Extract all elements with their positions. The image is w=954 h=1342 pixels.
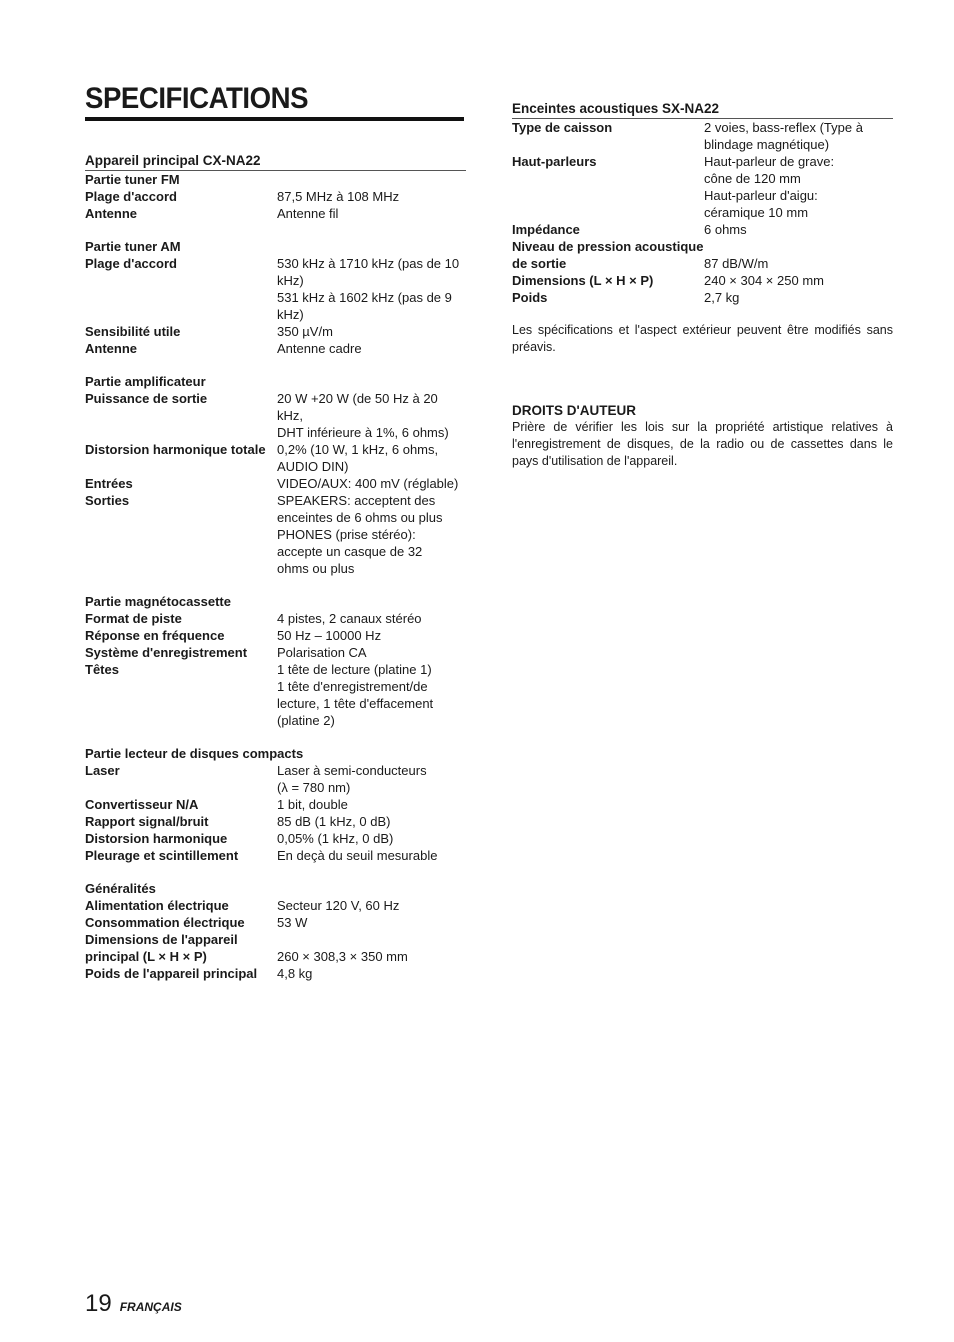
spec-row (85, 255, 466, 323)
spec-value-line: 0,2% (10 W, 1 kHz, 6 ohms, (277, 442, 439, 457)
spec-value-line: Antenne fil (277, 206, 339, 221)
spec-value-line: 0,05% (1 kHz, 0 dB) (277, 831, 394, 846)
spec-section (85, 745, 466, 864)
spec-value-line: 50 Hz – 10000 Hz (277, 628, 382, 643)
spec-row (85, 492, 466, 577)
spec-value (277, 661, 466, 729)
spec-value-line: 6 ohms (704, 222, 747, 237)
spec-label: Réponse en fréquence (85, 628, 225, 643)
speaker-rows (512, 119, 893, 306)
section-heading: Partie amplificateur (85, 374, 206, 389)
spec-value-line: Antenne cadre (277, 341, 362, 356)
spec-value-line: 1 tête de lecture (platine 1) (277, 662, 432, 677)
spec-label: Niveau de pression acoustique (512, 239, 704, 254)
spec-row (85, 762, 466, 796)
spec-row (85, 931, 466, 948)
spec-label: Rapport signal/bruit (85, 814, 209, 829)
spec-value-line: 1 bit, double (277, 797, 348, 812)
spec-row (512, 255, 893, 272)
spec-row (85, 627, 466, 644)
spec-label: Dimensions de l'appareil (85, 932, 238, 947)
spec-value-line: 53 W (277, 915, 308, 930)
spec-value-line: 531 kHz à 1602 kHz (pas de 9 (277, 290, 452, 305)
section-heading: Partie lecteur de disques compacts (85, 746, 304, 761)
spec-value (704, 255, 893, 272)
spec-value-line: SPEAKERS: acceptent des (277, 493, 436, 508)
spec-value (277, 323, 466, 340)
spec-value-line: Laser à semi-conducteurs (277, 763, 427, 778)
spec-value (277, 813, 466, 830)
spec-value-line: 2 voies, bass-reflex (Type à (704, 120, 863, 135)
spec-row (512, 119, 893, 153)
spec-row (512, 153, 893, 221)
main-unit-sections (85, 171, 466, 982)
spec-label: Sorties (85, 493, 130, 508)
spec-label: principal (L × H × P) (85, 949, 207, 964)
speaker-specs (512, 100, 893, 470)
spec-value-line: (platine 2) (277, 713, 335, 728)
spec-value-line: 260 × 308,3 × 350 mm (277, 949, 408, 964)
spec-value-line: Haut-parleur de grave: (704, 154, 835, 169)
spec-value-line: 85 dB (1 kHz, 0 dB) (277, 814, 391, 829)
section-heading: Généralités (85, 881, 156, 896)
spec-value (277, 965, 466, 982)
spec-row (85, 847, 466, 864)
spec-row (85, 323, 466, 340)
copyright-text: Prière de vérifier les lois sur la propriété artistique relatives à l'enregistrement de disques, de la radio ou de cassettes dans le pays d'utilisation de l'appareil. (512, 420, 893, 468)
spec-value-line: 1 tête d'enregistrement/de (277, 679, 428, 694)
spec-value-line: 87 dB/W/m (704, 256, 769, 271)
spec-section (85, 373, 466, 577)
spec-value (277, 796, 466, 813)
spec-row (85, 390, 466, 441)
spec-value (277, 340, 466, 357)
spec-value (277, 475, 466, 492)
title-underline (85, 117, 464, 121)
spec-value (704, 272, 893, 289)
spec-label: Pleurage et scintillement (85, 848, 239, 863)
spec-value (277, 897, 466, 914)
spec-value (704, 119, 893, 153)
spec-value (277, 188, 466, 205)
spec-value-line: (λ = 780 nm) (277, 780, 351, 795)
spec-value-line: DHT inférieure à 1%, 6 ohms) (277, 425, 449, 440)
spec-label: Distorsion harmonique totale (85, 442, 266, 457)
spec-label: Système d'enregistrement (85, 645, 248, 660)
page-title: SPECIFICATIONS (85, 82, 309, 115)
main-unit-heading: Appareil principal CX-NA22 (85, 152, 466, 171)
spec-label: Poids de l'appareil principal (85, 966, 258, 981)
spec-value-line: En deçà du seuil mesurable (277, 848, 438, 863)
spec-value-line: accepte un casque de 32 (277, 544, 423, 559)
spec-section (85, 593, 466, 729)
spec-value-line: kHz) (277, 273, 304, 288)
main-unit-specs (85, 152, 466, 998)
copyright-section (512, 402, 893, 470)
spec-label: Convertisseur N/A (85, 797, 199, 812)
section-heading: Partie magnétocassette (85, 594, 231, 609)
spec-label: Sensibilité utile (85, 324, 181, 339)
spec-value-line: 350 µV/m (277, 324, 333, 339)
spec-value-line (704, 238, 893, 255)
spec-row (85, 644, 466, 661)
spec-label: Laser (85, 763, 120, 778)
spec-row (85, 340, 466, 357)
spec-value-line: 4 pistes, 2 canaux stéréo (277, 611, 422, 626)
spec-row (85, 205, 466, 222)
spec-value (277, 931, 466, 948)
section-heading: Partie tuner AM (85, 239, 181, 254)
spec-value-line: AUDIO DIN) (277, 459, 349, 474)
spec-value (704, 289, 893, 306)
spec-value (277, 492, 466, 577)
spec-value-line: ohms ou plus (277, 561, 355, 576)
spec-row (85, 441, 466, 475)
spec-value-line: céramique 10 mm (704, 205, 809, 220)
speaker-heading: Enceintes acoustiques SX-NA22 (512, 100, 893, 119)
spec-value (277, 390, 466, 441)
spec-value (704, 238, 893, 255)
spec-row (85, 914, 466, 931)
spec-label: Plage d'accord (85, 256, 177, 271)
spec-label: Entrées (85, 476, 133, 491)
spec-value-line: 20 W +20 W (de 50 Hz à 20 kHz, (277, 391, 438, 423)
spec-label: Alimentation électrique (85, 898, 229, 913)
spec-row (85, 475, 466, 492)
spec-row (512, 238, 893, 255)
spec-row (85, 830, 466, 847)
spec-row (85, 813, 466, 830)
spec-label: Dimensions (L × H × P) (512, 273, 654, 288)
spec-value-line: Secteur 120 V, 60 Hz (277, 898, 400, 913)
spec-value-line: lecture, 1 tête d'effacement (277, 696, 434, 711)
spec-value-line: 2,7 kg (704, 290, 740, 305)
spec-value-line: 87,5 MHz à 108 MHz (277, 189, 400, 204)
spec-value-line: enceintes de 6 ohms ou plus (277, 510, 443, 525)
spec-value-line (277, 931, 466, 948)
spec-row (512, 272, 893, 289)
spec-value (277, 205, 466, 222)
spec-row (85, 897, 466, 914)
spec-section (85, 238, 466, 357)
spec-label: Antenne (85, 206, 137, 221)
spec-value (277, 627, 466, 644)
spec-label: Format de piste (85, 611, 182, 626)
spec-value (277, 914, 466, 931)
spec-row (512, 221, 893, 238)
spec-value-line: VIDEO/AUX: 400 mV (réglable) (277, 476, 459, 491)
spec-label: Haut-parleurs (512, 154, 597, 169)
spec-value-line: kHz) (277, 307, 304, 322)
spec-value (277, 644, 466, 661)
spec-label: Distorsion harmonique (85, 831, 228, 846)
spec-value-line: 4,8 kg (277, 966, 313, 981)
spec-label: Poids (512, 290, 548, 305)
spec-value (277, 762, 466, 796)
spec-label: Têtes (85, 662, 119, 677)
spec-change-note: Les spécifications et l'aspect extérieur peuvent être modifiés sans préavis. (512, 323, 893, 354)
spec-value (704, 153, 893, 221)
spec-label: de sortie (512, 256, 567, 271)
spec-value-line: PHONES (prise stéréo): (277, 527, 416, 542)
spec-value (277, 255, 466, 323)
spec-value (704, 221, 893, 238)
spec-row (85, 796, 466, 813)
spec-value-line: Haut-parleur d'aigu: (704, 188, 818, 203)
language-label: FRANÇAIS (119, 1300, 182, 1314)
spec-label: Impédance (512, 222, 580, 237)
spec-value-line: Polarisation CA (277, 645, 367, 660)
spec-row (85, 965, 466, 982)
spec-value-line: cône de 120 mm (704, 171, 801, 186)
spec-label: Plage d'accord (85, 189, 177, 204)
spec-section (85, 880, 466, 982)
spec-value (277, 830, 466, 847)
copyright-heading: DROITS D'AUTEUR (512, 403, 636, 418)
spec-label: Antenne (85, 341, 137, 356)
spec-value-line: 530 kHz à 1710 kHz (pas de 10 (277, 256, 460, 271)
spec-value-line: blindage magnétique) (704, 137, 830, 152)
spec-label: Puissance de sortie (85, 391, 208, 406)
spec-row (85, 188, 466, 205)
spec-row (85, 610, 466, 627)
spec-value (277, 610, 466, 627)
page-footer (85, 1290, 182, 1318)
spec-label: Type de caisson (512, 120, 613, 135)
spec-value-line: 240 × 304 × 250 mm (704, 273, 824, 288)
section-heading: Partie tuner FM (85, 172, 180, 187)
spec-row (512, 289, 893, 306)
spec-row (85, 661, 466, 729)
spec-value (277, 948, 466, 965)
spec-value (277, 847, 466, 864)
page-number: 19 (85, 1290, 112, 1317)
spec-row (85, 948, 466, 965)
spec-section (85, 171, 466, 222)
spec-label: Consommation électrique (85, 915, 245, 930)
spec-value (277, 441, 466, 475)
